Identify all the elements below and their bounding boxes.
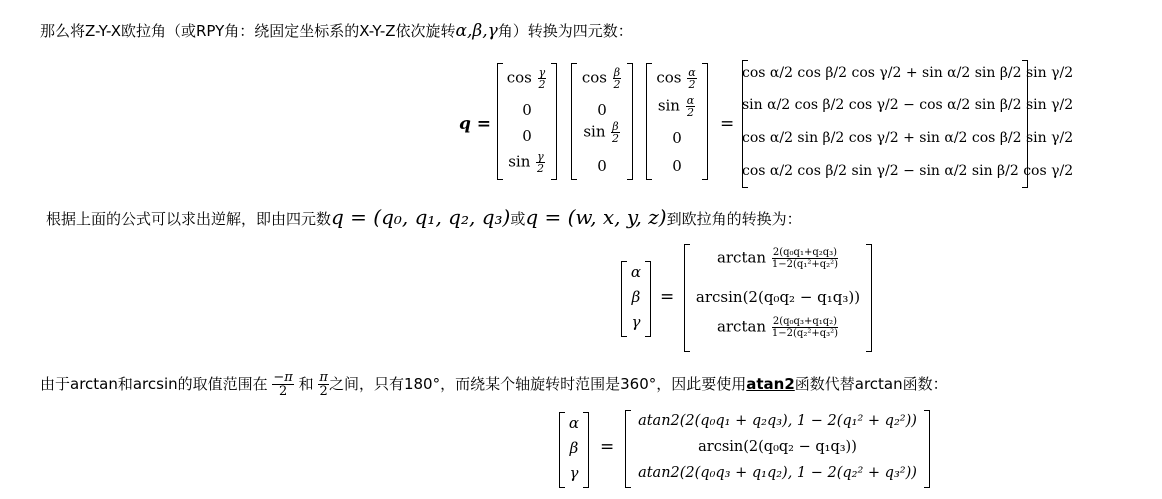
eq1-matrix-gamma: cos $\frac{\gamma}{2}$ 0 0 sin $\frac{\gamma}{2}$: [497, 63, 557, 180]
paragraph-1-text-before: 那么将Z-Y-X欧拉角（或RPY角：绕固定坐标系的X-Y-Z依次旋转: [40, 22, 456, 40]
paragraph-1-text-after: 角）转换为四元数：: [497, 22, 633, 40]
eq1-result-row: cos α/2 sin β/2 cos γ/2 + sin α/2 cos β/2 sin γ/2: [742, 130, 1074, 146]
eq2-rhs-vector: arctan $\frac{\text{2(q₀q₁+q₂q₃)}}{\text{1−2(q₁²+q₂²)}}$ arcsin(2(q₀q₂ − q₁q₃)) arctan $\frac{\text{2(q₀q₃+q₁q₂)}}{\text{1−2(q₂²+q₃²)}}$: [684, 244, 872, 352]
neg-pi-over-2: $\frac{-\pi}{2}$: [273, 370, 293, 399]
euler-symbols: α,β,γ: [455, 21, 498, 41]
eq1-result-row: cos α/2 cos β/2 cos γ/2 + sin α/2 sin β/2 sin γ/2: [742, 65, 1074, 81]
eq1-lhs: q =: [459, 114, 492, 134]
atan2-link[interactable]: atan2: [746, 375, 795, 393]
eq1-result-row: cos α/2 cos β/2 sin γ/2 − sin α/2 sin β/2 cos γ/2: [742, 163, 1074, 179]
eq1-result-row: sin α/2 cos β/2 cos γ/2 − cos α/2 sin β/2 sin γ/2: [742, 97, 1074, 113]
eq1-result-matrix: [742, 60, 1074, 188]
eq2-equals: =: [660, 287, 675, 307]
quaternion-notation-1: q = (q₀, q₁, q₂, q₃): [331, 205, 511, 229]
eq3-rhs-vector: atan2(2(q₀q₁ + q₂q₃), 1 − 2(q₁² + q₂²)) arcsin(2(q₀q₂ − q₁q₃)) atan2(2(q₀q₃ + q₁q₂), 1 − 2(q₂² + q₃²)): [625, 410, 930, 488]
paragraph-3: 由于arctan和arcsin的取值范围在 $\frac{-\pi}{2}$ 和 $\frac{\pi}{2}$ 之间，只有180°，而绕某个轴旋转时范围是360°，因此要使用atan2函数代替arctan函数：: [40, 370, 948, 399]
pi-over-2: $\frac{\pi}{2}$: [319, 370, 328, 399]
eq3-equals: =: [600, 437, 615, 457]
quaternion-notation-2: q = (w, x, y, z): [525, 205, 667, 229]
paragraph-2: 根据上面的公式可以求出逆解，即由四元数q = (q₀, q₁, q₂, q₃)或q = (w, x, y, z)到欧拉角的转换为：: [46, 205, 802, 229]
paragraph-1: [40, 21, 633, 41]
eq1-matrix-alpha: cos $\frac{\alpha}{2}$ sin $\frac{\alpha}{2}$ 0 0: [646, 63, 708, 180]
eq1-equals: =: [720, 114, 735, 134]
eq1-matrix-beta: cos $\frac{\beta}{2}$ 0 sin $\frac{\beta}{2}$ 0: [571, 63, 633, 180]
eq2-lhs-vector: α β γ: [621, 261, 651, 337]
eq3-lhs-vector: α β γ: [559, 412, 589, 488]
